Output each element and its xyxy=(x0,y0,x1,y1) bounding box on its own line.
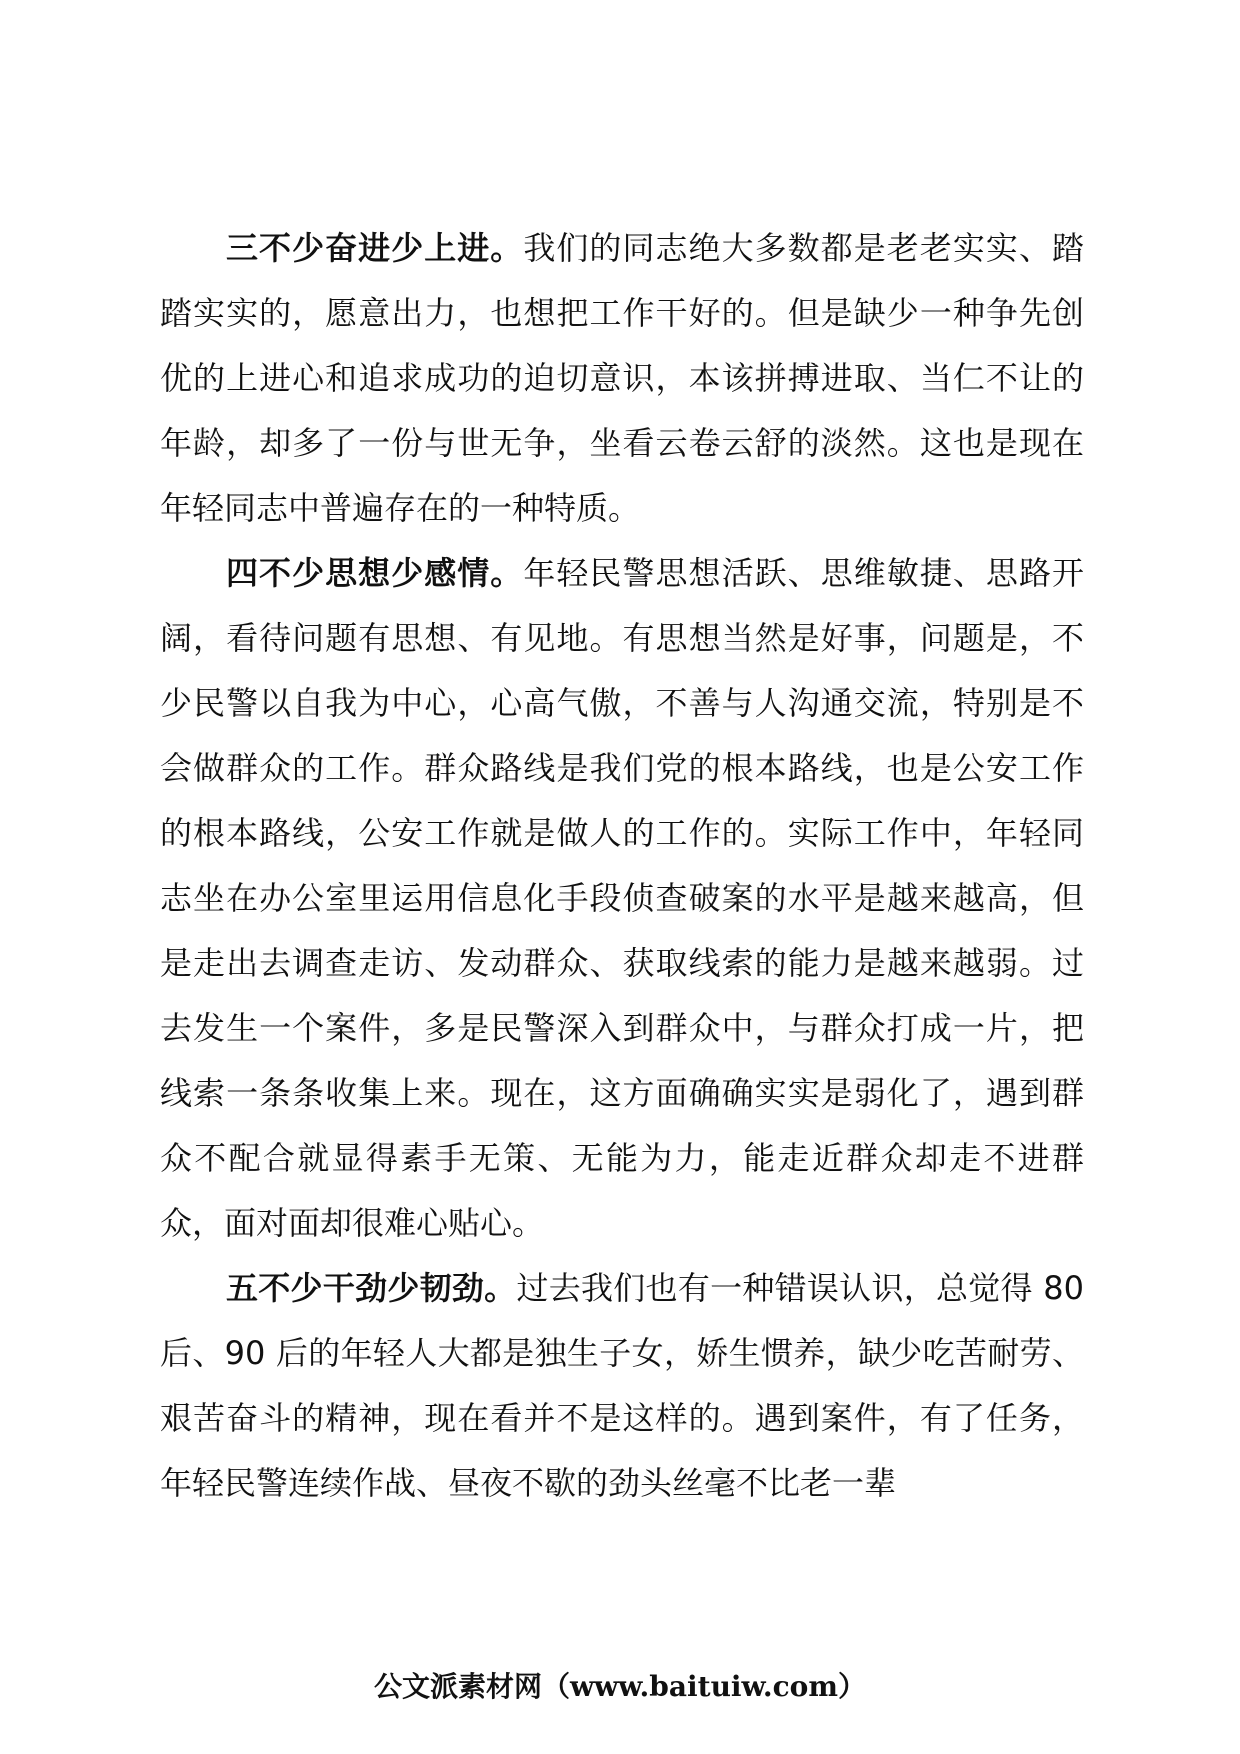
paragraph-heading: 五不少干劲少韧劲。 xyxy=(226,1269,517,1307)
paragraph-heading: 三不少奋进少上进。 xyxy=(226,229,524,267)
paragraph-3 xyxy=(160,216,1084,541)
paragraph-4 xyxy=(160,541,1084,1256)
paragraph-text: 年轻民警思想活跃、思维敏捷、思路开阔，看待问题有思想、有见地。有思想当然是好事，问题是，不少民警以自我为中心，心高气傲，不善与人沟通交流，特别是不会做群众的工作。群众路线是我们党的根本路线，也是公安工作的根本路线，公安工作就是做人的工作的。实际工作中，年轻同志坐在办公室里运用信息化手段侦查破案的水平是越来越高，但是走出去调查走访、发动群众、获取线索的能力是越来越弱。过去发生一个案件，多是民警深入到群众中，与群众打成一片，把线索一条条收集上来。现在，这方面确确实实是弱化了，遇到群众不配合就显得素手无策、无能为力，能走近群众却走不进群众，面对面却很难心贴心。 xyxy=(160,554,1084,1242)
page-footer-watermark: 公文派素材网（www.baituiw.com） xyxy=(374,1670,866,1703)
paragraph-text: 我们的同志绝大多数都是老老实实、踏踏实实的，愿意出力，也想把工作干好的。但是缺少一种争先创优的上进心和追求成功的迫切意识，本该拼搏进取、当仁不让的年龄，却多了一份与世无争，坐看云卷云舒的淡然。这也是现在年轻同志中普遍存在的一种特质。 xyxy=(160,229,1084,527)
paragraph-text: 过去我们也有一种错误认识，总觉得 80 后、90 后的年轻人大都是独生子女，娇生惯养，缺少吃苦耐劳、艰苦奋斗的精神，现在看并不是这样的。遇到案件，有了任务，年轻民警连续作战、昼夜不歇的劲头丝毫不比老一辈 xyxy=(160,1269,1084,1502)
paragraph-5 xyxy=(160,1256,1084,1516)
document-body xyxy=(160,216,1084,1516)
paragraph-heading: 四不少思想少感情。 xyxy=(226,554,524,592)
